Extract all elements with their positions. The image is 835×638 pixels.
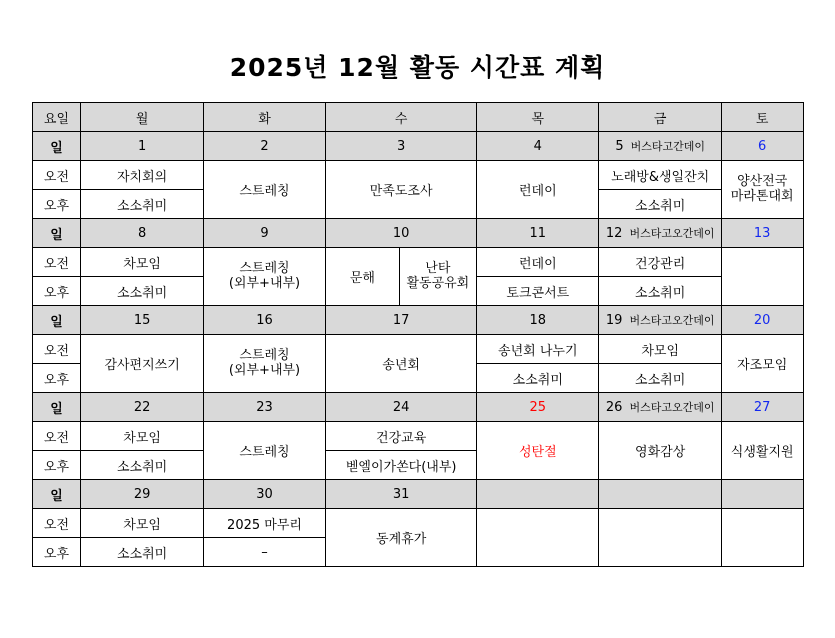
date-cell-friday — [599, 219, 721, 248]
cell-thu-pm: 소소취미 — [477, 364, 599, 393]
date-cell: 9 — [203, 219, 325, 248]
cell-mon-am: 차모임 — [81, 248, 203, 277]
date-cell-holiday: 25 — [477, 393, 599, 422]
date-cell — [599, 480, 721, 509]
date-cell: 3 — [326, 132, 477, 161]
row-label-am: 오전 — [32, 422, 81, 451]
cell-thu — [477, 509, 599, 567]
date-cell-friday — [599, 132, 721, 161]
date-cell: 17 — [326, 306, 477, 335]
date-cell: 11 — [477, 219, 599, 248]
cell-fri-pm: 소소취미 — [599, 277, 721, 306]
date-cell: 24 — [326, 393, 477, 422]
row-label-am: 오전 — [32, 161, 81, 190]
row-label-am: 오전 — [32, 509, 81, 538]
cell-thu: 성탄절 — [477, 422, 599, 480]
row-label-date: 일 — [32, 480, 81, 509]
table-row — [32, 161, 803, 190]
cell-thu-am: 송년회 나누기 — [477, 335, 599, 364]
cell-fri-am: 노래방&생일잔치 — [599, 161, 721, 190]
table-row — [32, 393, 803, 422]
cell-mon-am: 차모임 — [81, 509, 203, 538]
date-cell: 22 — [81, 393, 203, 422]
cell-tue-pm: – — [203, 538, 325, 567]
cell-tue: 스트레칭 (외부+내부) — [203, 248, 325, 306]
date-cell-saturday: 6 — [721, 132, 803, 161]
cell-tue-am: 2025 마무리 — [203, 509, 325, 538]
schedule-table — [32, 102, 804, 567]
cell-thu: 런데이 — [477, 161, 599, 219]
cell-thu-am: 런데이 — [477, 248, 599, 277]
row-label-pm: 오후 — [32, 538, 81, 567]
date-cell — [477, 480, 599, 509]
row-label-pm: 오후 — [32, 451, 81, 480]
table-row — [32, 335, 803, 364]
cell-fri-pm: 소소취미 — [599, 364, 721, 393]
cell-mon-pm: 소소취미 — [81, 190, 203, 219]
cell-thu-pm: 토크콘서트 — [477, 277, 599, 306]
date-cell: 18 — [477, 306, 599, 335]
cell-wed-right: 난타 활동공유회 — [399, 248, 477, 306]
cell-wed-am: 건강교육 — [326, 422, 477, 451]
date-cell-saturday — [721, 480, 803, 509]
header-weekday: 요일 — [32, 103, 81, 132]
document-page — [0, 48, 835, 638]
cell-mon-pm: 소소취미 — [81, 538, 203, 567]
date-cell: 8 — [81, 219, 203, 248]
table-header-row — [32, 103, 803, 132]
cell-mon-am: 차모임 — [81, 422, 203, 451]
table-row — [32, 422, 803, 451]
cell-tue: 스트레칭 — [203, 422, 325, 480]
cell-sat: 양산전국 마라톤대회 — [721, 161, 803, 219]
date-number: 12 — [605, 226, 623, 241]
cell-fri — [599, 509, 721, 567]
row-label-pm: 오후 — [32, 364, 81, 393]
date-cell: 10 — [326, 219, 477, 248]
cell-sat: 자조모임 — [721, 335, 803, 393]
cell-wed: 만족도조사 — [326, 161, 477, 219]
header-friday: 금 — [599, 103, 721, 132]
cell-mon-am: 자치회의 — [81, 161, 203, 190]
cell-wed: 동계휴가 — [326, 509, 477, 567]
date-cell: 2 — [203, 132, 325, 161]
cell-sat — [721, 509, 803, 567]
cell-fri-am: 차모임 — [599, 335, 721, 364]
date-cell: 1 — [81, 132, 203, 161]
date-cell-friday — [599, 306, 721, 335]
friday-note-text: 버스타고오간데이 — [629, 401, 715, 414]
date-cell: 23 — [203, 393, 325, 422]
cell-sat: 식생활지원 — [721, 422, 803, 480]
cell-mon-pm: 소소취미 — [81, 277, 203, 306]
row-label-am: 오전 — [32, 248, 81, 277]
row-label-date: 일 — [32, 306, 81, 335]
friday-note — [624, 140, 631, 153]
date-cell: 30 — [203, 480, 325, 509]
date-cell-friday — [599, 393, 721, 422]
cell-mon-pm: 소소취미 — [81, 451, 203, 480]
date-cell-saturday: 27 — [721, 393, 803, 422]
table-row — [32, 219, 803, 248]
cell-tue: 스트레칭 — [203, 161, 325, 219]
row-label-date: 일 — [32, 132, 81, 161]
date-cell: 4 — [477, 132, 599, 161]
cell-fri-am: 건강관리 — [599, 248, 721, 277]
date-cell-saturday: 13 — [721, 219, 803, 248]
row-label-pm: 오후 — [32, 277, 81, 306]
row-label-date: 일 — [32, 393, 81, 422]
table-row — [32, 306, 803, 335]
date-cell: 29 — [81, 480, 203, 509]
header-wednesday: 수 — [326, 103, 477, 132]
friday-note-text: 버스타고오간데이 — [629, 314, 715, 327]
table-row — [32, 509, 803, 538]
cell-mon: 감사편지쓰기 — [81, 335, 203, 393]
cell-fri: 영화감상 — [599, 422, 721, 480]
header-tuesday: 화 — [203, 103, 325, 132]
date-number: 19 — [605, 313, 623, 328]
date-number: 26 — [605, 400, 623, 415]
cell-tue: 스트레칭 (외부+내부) — [203, 335, 325, 393]
cell-wed: 송년회 — [326, 335, 477, 393]
header-thursday: 목 — [477, 103, 599, 132]
table-row — [32, 480, 803, 509]
table-row — [32, 248, 803, 277]
header-monday: 월 — [81, 103, 203, 132]
cell-sat — [721, 248, 803, 306]
cell-wed-left: 문해 — [326, 248, 399, 306]
date-cell: 15 — [81, 306, 203, 335]
cell-fri-pm: 소소취미 — [599, 190, 721, 219]
page-title: 2025년 12월 활동 시간표 계획 — [229, 53, 606, 82]
row-label-am: 오전 — [32, 335, 81, 364]
friday-note-text: 버스타고오간데이 — [629, 227, 715, 240]
row-label-date: 일 — [32, 219, 81, 248]
row-label-pm: 오후 — [32, 190, 81, 219]
friday-note-text: 버스타고간데이 — [630, 140, 705, 153]
cell-wed-pm: 벧엘이가쏜다(내부) — [326, 451, 477, 480]
date-cell: 31 — [326, 480, 477, 509]
date-cell-saturday: 20 — [721, 306, 803, 335]
table-row — [32, 132, 803, 161]
date-cell: 16 — [203, 306, 325, 335]
date-number: 5 — [615, 139, 624, 154]
header-saturday: 토 — [721, 103, 803, 132]
